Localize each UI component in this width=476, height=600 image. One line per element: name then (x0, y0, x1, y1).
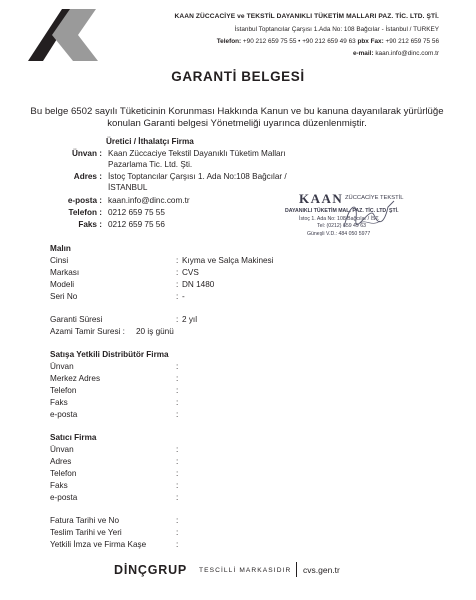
colon: : (176, 398, 179, 407)
importer-heading: Üretici / İthalatçı Firma (106, 137, 194, 146)
repair-value: 20 iş günü (136, 327, 174, 336)
seller-phone-row (50, 469, 350, 479)
colon: : (176, 540, 179, 549)
company-address: İstanbul Toptancılar Çarşısı 1.Ada No: 108 Bağcılar - İstanbul / TURKEY (234, 26, 439, 33)
colon: : (176, 528, 179, 537)
product-brand-label: Markası (50, 268, 80, 277)
importer-title-label: Ünvan : (71, 149, 102, 158)
footer-website: cvs.gen.tr (303, 565, 340, 575)
importer-phone-label: Telefon : (68, 208, 102, 217)
company-name: KAAN ZÜCCACİYE ve TEKSTİL DAYANIKLI TÜKETİM MALLARI PAZ. TİC. LTD. ŞTİ. (174, 13, 439, 20)
importer-email-value: kaan.info@dinc.com.tr (108, 196, 190, 205)
distributor-fax-row (50, 398, 350, 408)
distributor-fax-label: Faks (50, 398, 68, 407)
seller-title-label: Ünvan (50, 445, 74, 454)
distributor-address-label: Merkez Adres (50, 374, 101, 383)
warranty-label: Garanti Süresi (50, 315, 103, 324)
distributor-email-row (50, 410, 350, 420)
intro-text: Bu belge 6502 sayılı Tüketicinin Korunması Hakkında Kanun ve bu kanuna dayanılarak yürürlüğe konulan Garanti belgesi Yönetmeliği uyarınca düzenlenmiştir. (30, 106, 444, 129)
product-model-value: DN 1480 (182, 280, 215, 289)
footer-divider (296, 562, 297, 577)
stamp-brand: KAAN (299, 191, 344, 206)
footer-brand: DİNÇGRUP (114, 563, 188, 577)
company-phone-fax (217, 38, 439, 45)
seller-address-label: Adres (50, 457, 72, 466)
colon: : (176, 374, 179, 383)
stamp-line5: Güneşli V.D.: 484 050 5977 (307, 231, 371, 237)
colon: : (176, 268, 179, 277)
colon: : (176, 445, 179, 454)
repair-label: Azami Tamir Suresi : (50, 327, 125, 336)
stamp-line3: İstoç 1. Ada No: 108 Bağcılar / İST. (299, 216, 380, 222)
seller-title-row (50, 445, 350, 455)
warranty-value: 2 yıl (182, 315, 198, 324)
invoice-row (50, 516, 350, 526)
colon: : (176, 493, 179, 502)
colon: : (176, 516, 179, 525)
colon: : (176, 386, 179, 395)
repair-row (50, 327, 350, 337)
seller-email-row (50, 493, 350, 503)
stamp-line2: DAYANIKLI TÜKETİM MAL. PAZ. TİC. LTD. ŞTİ. (285, 208, 399, 214)
signature-icon (340, 197, 400, 233)
kaan-logo (28, 9, 104, 61)
colon: : (176, 457, 179, 466)
importer-phone-value: 0212 659 75 55 (108, 208, 165, 217)
seller-email-label: e-posta (50, 493, 78, 502)
product-heading: Malın (50, 244, 71, 253)
stamp-line1: ZÜCCACİYE TEKSTİL (345, 195, 404, 201)
distributor-address-row (50, 374, 350, 384)
product-serial-value: - (182, 292, 185, 301)
invoice-label: Fatura Tarihi ve No (50, 516, 120, 525)
seller-heading: Satıcı Firma (50, 433, 97, 442)
fax-value: +90 212 659 75 56 (383, 38, 439, 45)
colon: : (176, 469, 179, 478)
colon: : (176, 280, 179, 289)
distributor-email-label: e-posta (50, 410, 78, 419)
warranty-row (50, 315, 350, 325)
signature-row (50, 540, 350, 550)
product-serial-label: Seri No (50, 292, 78, 301)
colon: : (176, 315, 179, 324)
colon: : (176, 410, 179, 419)
importer-address-value: İstoç Toptancılar Çarşısı 1. Ada No:108 Bağcılar / İSTANBUL (108, 172, 287, 192)
seller-phone-label: Telefon (50, 469, 77, 478)
importer-fax-label: Faks : (78, 220, 102, 229)
product-model-label: Modeli (50, 280, 75, 289)
colon: : (176, 256, 179, 265)
importer-fax-value: 0212 659 75 56 (108, 220, 165, 229)
company-stamp (285, 191, 435, 247)
company-email (353, 50, 439, 57)
delivery-row (50, 528, 350, 538)
seller-fax-row (50, 481, 350, 491)
importer-email-label: e-posta : (67, 196, 102, 205)
product-brand-value: CVS (182, 268, 199, 277)
phone-value: +90 212 659 75 55 • +90 212 659 49 63 (241, 38, 358, 45)
distributor-heading: Satışa Yetkili Distribütör Firma (50, 350, 169, 359)
importer-fields (0, 149, 300, 234)
seller-fax-label: Faks (50, 481, 68, 490)
distributor-phone-row (50, 386, 350, 396)
product-type-row (50, 256, 350, 266)
product-brand-row (50, 268, 350, 278)
product-serial-row (50, 292, 350, 302)
product-type-label: Cinsi (50, 256, 69, 265)
distributor-title-label: Ünvan (50, 362, 74, 371)
distributor-phone-label: Telefon (50, 386, 77, 395)
footer-tagline: TESCİLLİ MARKASIDIR (199, 567, 292, 574)
email-label: e-mail: (352, 50, 374, 57)
signature-label: Yetkili İmza ve Firma Kaşe (50, 540, 147, 549)
importer-address-label: Adres : (73, 172, 102, 181)
colon: : (176, 481, 179, 490)
distributor-title-row (50, 362, 350, 372)
importer-title-value: Kaan Züccaciye Tekstil Dayanıklı Tüketim Malları Pazarlama Tic. Ltd. Şti. (108, 149, 286, 169)
colon: : (176, 292, 179, 301)
email-value: kaan.info@dinc.com.tr (373, 50, 439, 57)
fax-label: pbx Fax: (357, 38, 384, 45)
product-type-value: Kıyma ve Salça Makinesi (182, 256, 274, 265)
delivery-label: Teslim Tarihi ve Yeri (50, 528, 122, 537)
product-model-row (50, 280, 350, 290)
colon: : (176, 362, 179, 371)
phone-label: Telefon: (216, 38, 242, 45)
document-title: GARANTİ BELGESİ (171, 69, 305, 84)
stamp-line4: Tel: (0212) 659 49 63 (317, 223, 367, 229)
seller-address-row (50, 457, 350, 467)
